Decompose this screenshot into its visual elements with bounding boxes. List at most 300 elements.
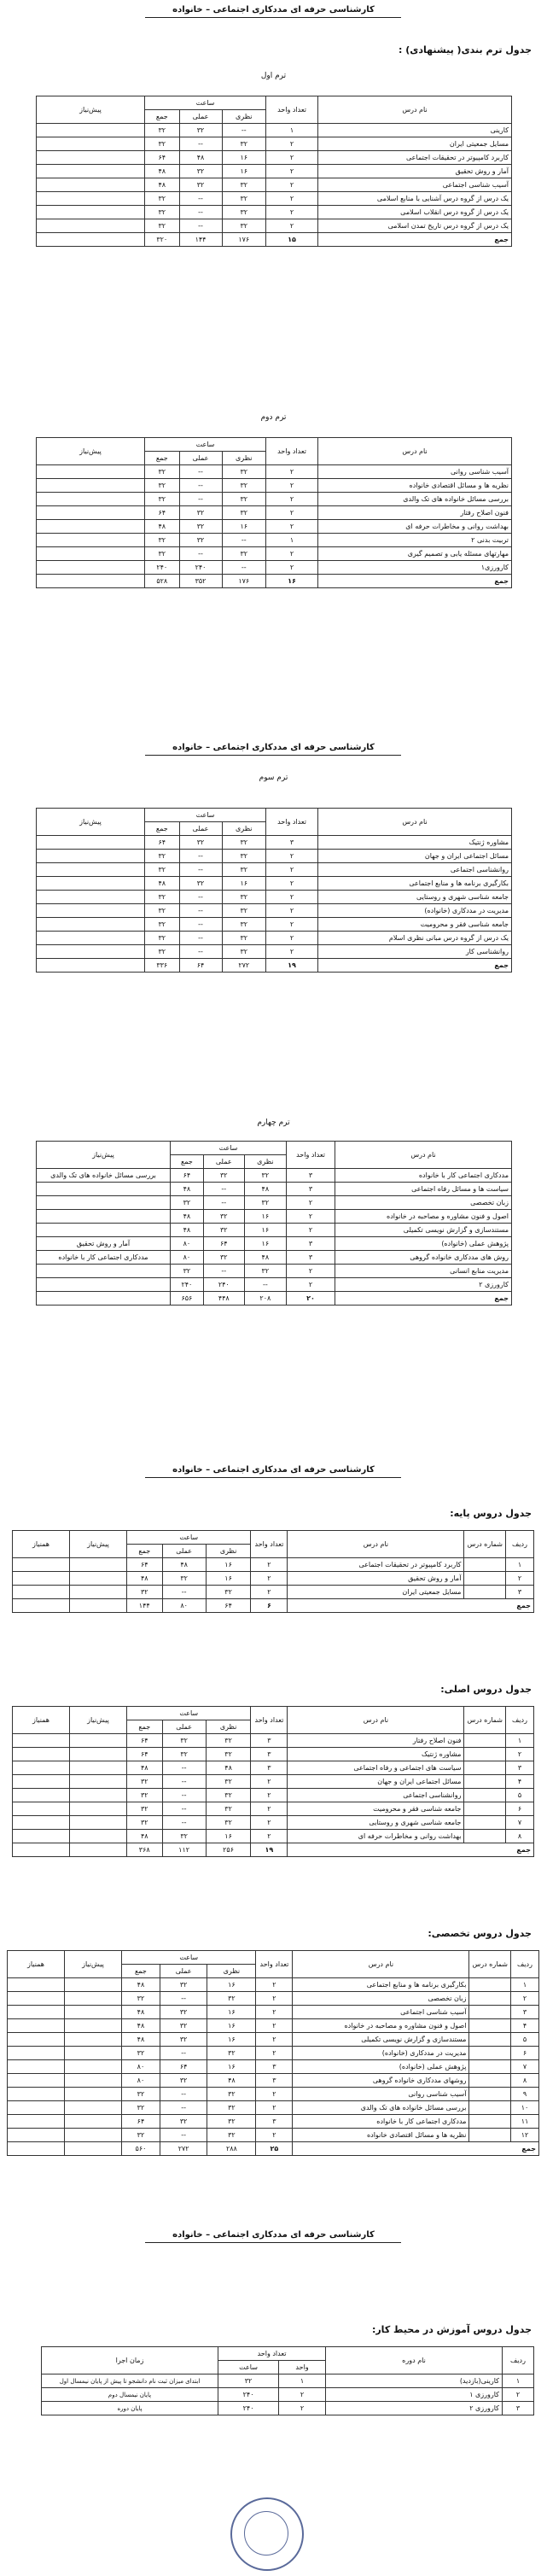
col-code: شماره درس (469, 1951, 511, 1978)
basic-table (12, 1530, 534, 1613)
total-prereq (65, 2142, 122, 2156)
col-units: تعداد واحد (218, 2347, 326, 2361)
course-time: پایان دوره (42, 2402, 218, 2415)
total-label: جمع (293, 2142, 539, 2156)
course-practical: ۳۲ (179, 506, 222, 520)
table-row (37, 534, 512, 547)
table-row (37, 1265, 512, 1278)
course-name: آمار و روش تحقیق (318, 165, 512, 178)
course-practical: ۶۴ (160, 2060, 207, 2074)
course-prereq: مددکاری اجتماعی کار با خانواده (37, 1251, 171, 1265)
course-code (469, 2019, 511, 2033)
course-prereq (37, 891, 145, 904)
col-practical: عملی (179, 452, 222, 465)
total-sum: ۵۲۸ (145, 575, 180, 588)
total-sum: ۳۶۸ (127, 1843, 163, 1857)
col-theory: نظری (222, 452, 265, 465)
col-coreq: همنیاز (13, 1707, 70, 1734)
course-units: ۳ (287, 1251, 335, 1265)
course-theory: ۴۸ (244, 1251, 286, 1265)
total-label: جمع (318, 233, 512, 247)
course-practical: -- (179, 493, 222, 506)
course-theory: ۱۶ (207, 2006, 256, 2019)
course-units: ۲ (266, 465, 318, 479)
course-practical: ۳۲ (162, 1748, 206, 1761)
col-theory: نظری (207, 1965, 256, 1978)
col-name: نام درس (318, 809, 512, 836)
course-prereq: بررسی مسائل خانواده های تک والدی (37, 1169, 171, 1183)
total-theory: ۲۸۸ (207, 2142, 256, 2156)
course-theory: ۳۲ (222, 493, 265, 506)
table-row (37, 1278, 512, 1292)
course-prereq (37, 520, 145, 534)
course-hours: ۳۲ (218, 2374, 279, 2388)
special-title: جدول دروس تخصصی: (428, 1928, 532, 1939)
table-row (13, 1748, 534, 1761)
table-row (13, 1586, 534, 1599)
course-units: ۲ (251, 1802, 288, 1816)
course-theory: ۱۶ (207, 1978, 256, 1992)
course-prereq (37, 547, 145, 561)
course-units: ۳ (287, 1169, 335, 1183)
course-name: مسایل جمعیتی ایران (318, 137, 512, 151)
course-sum: ۳۲ (145, 137, 180, 151)
course-prereq (37, 561, 145, 575)
col-units: تعداد واحد (266, 809, 318, 836)
course-practical: ۳۲ (160, 1978, 207, 1992)
course-sum: ۴۸ (171, 1224, 204, 1237)
course-practical: ۳۲ (160, 2115, 207, 2129)
course-sum: ۳۲ (122, 2088, 160, 2101)
course-practical: -- (179, 945, 222, 959)
course-prereq (37, 165, 145, 178)
course-prereq (65, 2047, 122, 2060)
row-number: ۷ (511, 2060, 539, 2074)
course-practical: -- (160, 2088, 207, 2101)
course-prereq (65, 2019, 122, 2033)
course-code (464, 1775, 506, 1789)
course-coreq (13, 1816, 70, 1830)
course-code (469, 2129, 511, 2142)
course-name: مشاوره ژنتیک (318, 836, 512, 850)
course-name: بهداشت روانی و مخاطرات حرفه ای (288, 1830, 464, 1843)
course-name: روشهای مددکاری خانواده گروهی (293, 2074, 469, 2088)
course-theory: ۳۲ (207, 2088, 256, 2101)
course-name: بکارگیری برنامه ها و منابع اجتماعی (318, 877, 512, 891)
course-sum: ۳۲ (145, 465, 180, 479)
course-sum: ۳۲ (122, 1992, 160, 2006)
table-row (37, 1224, 512, 1237)
table-row (42, 2388, 534, 2402)
col-sum: جمع (171, 1155, 204, 1169)
row-number: ۲ (511, 1992, 539, 2006)
course-units: ۲ (266, 904, 318, 918)
course-name: نظریه ها و مسائل اقتصادی خانواده (318, 479, 512, 493)
total-sum: ۵۶۰ (122, 2142, 160, 2156)
total-theory: ۱۷۶ (222, 575, 265, 588)
row-number: ۱ (506, 1734, 534, 1748)
course-units: ۲ (251, 1586, 288, 1599)
course-prereq (70, 1734, 127, 1748)
total-practical: ۲۷۲ (160, 2142, 207, 2156)
course-practical: ۳۲ (160, 2019, 207, 2033)
course-sum: ۳۲ (145, 918, 180, 932)
course-practical: -- (162, 1789, 206, 1802)
table-row (37, 891, 512, 904)
col-row: ردیف (506, 1531, 534, 1558)
course-practical: -- (179, 891, 222, 904)
total-practical: ۸۰ (162, 1599, 206, 1613)
col-prereq: پیش‌نیاز (65, 1951, 122, 1978)
col-hours: ساعت (145, 438, 266, 452)
course-coreq (8, 2115, 65, 2129)
col-coreq: همنیاز (13, 1531, 70, 1558)
row-number: ۶ (506, 1802, 534, 1816)
col-course: نام دوره (326, 2347, 503, 2374)
total-row (8, 2142, 539, 2156)
table-row (8, 2047, 539, 2060)
course-code (469, 2074, 511, 2088)
course-units: ۲ (266, 520, 318, 534)
course-prereq (37, 904, 145, 918)
course-code (464, 1789, 506, 1802)
header-underline (145, 1477, 401, 1478)
course-units: ۲ (266, 891, 318, 904)
table-row (37, 493, 512, 506)
course-sum: ۴۸ (171, 1210, 204, 1224)
course-theory: ۱۶ (244, 1224, 286, 1237)
course-practical: ۳۲ (179, 534, 222, 547)
row-number: ۳ (506, 1586, 534, 1599)
row-number: ۱ (511, 1978, 539, 1992)
course-code (469, 1992, 511, 2006)
col-practical: عملی (179, 110, 222, 124)
row-number: ۳ (506, 1761, 534, 1775)
total-units: ۱۹ (251, 1843, 288, 1857)
course-name: کاربرد کامپیوتر در تحقیقات اجتماعی (288, 1558, 464, 1572)
course-prereq (65, 2129, 122, 2142)
course-prereq (37, 932, 145, 945)
course-prereq (65, 2033, 122, 2047)
course-theory: ۳۲ (222, 206, 265, 219)
course-prereq (37, 1265, 171, 1278)
course-code (469, 2060, 511, 2074)
course-practical: -- (162, 1775, 206, 1789)
course-name: مستندسازی و گزارش نویسی تکمیلی (335, 1224, 512, 1237)
table-row (8, 2019, 539, 2033)
course-units: ۲ (266, 877, 318, 891)
course-practical: -- (162, 1761, 206, 1775)
row-number: ۸ (511, 2074, 539, 2088)
course-theory: -- (244, 1278, 286, 1292)
table-row (13, 1761, 534, 1775)
header-underline (145, 17, 401, 18)
course-name: مددکاری اجتماعی کار با خانواده (335, 1169, 512, 1183)
course-units: ۲ (287, 1278, 335, 1292)
course-sum: ۳۲ (145, 124, 180, 137)
total-row (37, 233, 512, 247)
table-row (37, 1196, 512, 1210)
course-theory: ۳۲ (222, 178, 265, 192)
course-units: ۲ (266, 192, 318, 206)
course-coreq (13, 1830, 70, 1843)
course-theory: ۳۲ (222, 945, 265, 959)
col-prereq: پیش‌نیاز (37, 96, 145, 124)
term2-title: ترم دوم (260, 413, 287, 422)
course-prereq (37, 506, 145, 520)
course-sum: ۶۴ (171, 1169, 204, 1183)
course-units: ۳ (287, 1183, 335, 1196)
course-sum: ۳۲ (171, 1265, 204, 1278)
table-row (37, 192, 512, 206)
course-sum: ۳۲ (145, 850, 180, 863)
course-name: پژوهش عملی (خانواده) (335, 1237, 512, 1251)
course-name: یک درس از گروه درس تاریخ تمدن اسلامی (318, 219, 512, 233)
course-name: آسیب شناسی اجتماعی (318, 178, 512, 192)
course-theory: ۳۲ (244, 1196, 286, 1210)
course-practical: -- (179, 465, 222, 479)
term1-title: ترم اول (260, 72, 287, 80)
course-coreq (13, 1789, 70, 1802)
course-theory: ۴۸ (244, 1183, 286, 1196)
course-units: ۲ (266, 850, 318, 863)
seal-emblem-icon (244, 2511, 288, 2556)
course-units: ۲ (251, 1789, 288, 1802)
course-name: آمار و روش تحقیق (288, 1572, 464, 1586)
course-sum: ۴۸ (145, 877, 180, 891)
total-prereq (37, 1292, 171, 1306)
col-practical: عملی (162, 1545, 206, 1558)
table-row (37, 1183, 512, 1196)
course-prereq (37, 1224, 171, 1237)
course-code (469, 2088, 511, 2101)
total-row (13, 1599, 534, 1613)
course-name: مسائل اجتماعی ایران و جهان (288, 1775, 464, 1789)
internship-table (41, 2346, 534, 2415)
course-coreq (13, 1802, 70, 1816)
table-row (42, 2402, 534, 2415)
total-practical: ۱۱۲ (162, 1843, 206, 1857)
total-units: ۱۶ (266, 575, 318, 588)
course-coreq (8, 2074, 65, 2088)
course-prereq (37, 124, 145, 137)
course-theory: -- (222, 124, 265, 137)
main-table (12, 1706, 534, 1857)
term2-table (36, 437, 512, 588)
total-theory: ۶۴ (206, 1599, 251, 1613)
col-name: نام درس (318, 438, 512, 465)
course-units: ۲ (287, 1224, 335, 1237)
row-number: ۳ (511, 2006, 539, 2019)
row-number: ۶ (511, 2047, 539, 2060)
course-code (464, 1802, 506, 1816)
total-label: جمع (335, 1292, 512, 1306)
total-practical: ۶۴ (179, 959, 222, 973)
course-sum: ۶۴ (127, 1734, 163, 1748)
course-prereq (70, 1816, 127, 1830)
col-units: تعداد واحد (266, 438, 318, 465)
course-name: سیاست ها و مسائل رفاه اجتماعی (335, 1183, 512, 1196)
table-row (37, 178, 512, 192)
course-prereq (70, 1586, 127, 1599)
row-number: ۷ (506, 1816, 534, 1830)
course-prereq (65, 2115, 122, 2129)
col-units: تعداد واحد (251, 1531, 288, 1558)
col-name: نام درس (293, 1951, 469, 1978)
course-name: تربیت بدنی ۲ (318, 534, 512, 547)
course-sum: ۴۸ (145, 520, 180, 534)
row-number: ۱ (506, 1558, 534, 1572)
course-theory: ۳۲ (222, 904, 265, 918)
course-name: یک درس از گروه درس مبانی نظری اسلام (318, 932, 512, 945)
course-practical: ۳۲ (179, 178, 222, 192)
table-row (37, 904, 512, 918)
col-hours: ساعت (122, 1951, 256, 1965)
col-hours: ساعت (145, 809, 266, 822)
col-row: ردیف (511, 1951, 539, 1978)
course-prereq (37, 1278, 171, 1292)
course-units: ۲ (256, 1992, 293, 2006)
course-sum: ۳۲ (171, 1196, 204, 1210)
course-sum: ۴۸ (171, 1183, 204, 1196)
course-prereq (70, 1775, 127, 1789)
course-units: ۳ (287, 1237, 335, 1251)
table-row (37, 479, 512, 493)
course-code (464, 1734, 506, 1748)
course-practical: -- (160, 2101, 207, 2115)
course-prereq (37, 850, 145, 863)
course-theory: ۱۶ (222, 520, 265, 534)
table-row (37, 945, 512, 959)
header-title-4: کارشناسی حرفه ای مددکاری اجتماعی – خانواده (172, 2230, 375, 2240)
course-units: ۲ (256, 2088, 293, 2101)
course-theory: ۱۶ (207, 2060, 256, 2074)
table-row (37, 1210, 512, 1224)
table-row (8, 2033, 539, 2047)
term3-title: ترم سوم (259, 774, 288, 782)
col-theory: نظری (244, 1155, 286, 1169)
col-sum: جمع (127, 1545, 163, 1558)
course-practical: ۲۴۰ (179, 561, 222, 575)
course-theory: ۳۲ (222, 479, 265, 493)
col-hours: ساعت (127, 1707, 251, 1720)
table-row (37, 1237, 512, 1251)
term3-table (36, 808, 512, 973)
total-label: جمع (318, 575, 512, 588)
course-sum: ۴۸ (122, 2019, 160, 2033)
course-name: فنون اصلاح رفتار (318, 506, 512, 520)
course-theory: ۳۲ (222, 465, 265, 479)
course-sum: ۲۴۰ (145, 561, 180, 575)
course-name: مهارتهای مسئله یابی و تصمیم گیری (318, 547, 512, 561)
course-prereq (37, 206, 145, 219)
course-prereq (37, 877, 145, 891)
table-row (8, 2115, 539, 2129)
course-units: ۲ (266, 547, 318, 561)
course-sum: ۳۲ (145, 932, 180, 945)
total-theory: ۱۷۶ (222, 233, 265, 247)
header-title-2: کارشناسی حرفه ای مددکاری اجتماعی – خانواده (172, 743, 375, 752)
course-prereq (65, 2088, 122, 2101)
course-units: ۲ (266, 932, 318, 945)
course-prereq (37, 1183, 171, 1196)
course-theory: ۱۶ (244, 1237, 286, 1251)
course-sum: ۸۰ (122, 2060, 160, 2074)
course-theory: ۳۲ (222, 506, 265, 520)
course-name: کارورزی ۲ (335, 1278, 512, 1292)
course-practical: -- (203, 1265, 244, 1278)
col-name: نام درس (318, 96, 512, 124)
table-row (37, 1169, 512, 1183)
course-practical: -- (179, 192, 222, 206)
course-sum: ۴۸ (127, 1761, 163, 1775)
course-theory: ۳۲ (206, 1734, 251, 1748)
table-row (8, 2088, 539, 2101)
course-time: ابتدای میزان ثبت نام دانشجو تا پیش از پایان نیمسال اول (42, 2374, 218, 2388)
total-sum: ۳۲۰ (145, 233, 180, 247)
course-units: ۲ (266, 863, 318, 877)
course-name: آسیب شناسی روانی (293, 2088, 469, 2101)
table-row (37, 465, 512, 479)
course-theory: ۱۶ (222, 151, 265, 165)
course-code (464, 1748, 506, 1761)
row-number: ۵ (506, 1789, 534, 1802)
course-code (464, 1816, 506, 1830)
table-row (13, 1816, 534, 1830)
course-name: مدیریت منابع انسانی (335, 1265, 512, 1278)
course-units: ۲ (256, 2033, 293, 2047)
course-sum: ۳۲ (127, 1775, 163, 1789)
col-prereq: پیش‌نیاز (70, 1707, 127, 1734)
total-sum: ۱۴۴ (127, 1599, 163, 1613)
course-units: ۳ (256, 2115, 293, 2129)
course-units: ۲ (256, 2101, 293, 2115)
course-name: روش های مددکاری خانواده گروهی (335, 1251, 512, 1265)
course-units: ۲ (266, 151, 318, 165)
course-theory: ۳۲ (207, 2129, 256, 2142)
course-units: ۱ (279, 2374, 326, 2388)
course-name: کارورزی ۱ (326, 2388, 503, 2402)
table-row (13, 1558, 534, 1572)
course-prereq (70, 1830, 127, 1843)
course-practical: ۳۲ (160, 2033, 207, 2047)
course-units: ۲ (266, 165, 318, 178)
col-practical: عملی (203, 1155, 244, 1169)
course-sum: ۳۲ (127, 1789, 163, 1802)
course-units: ۲ (279, 2388, 326, 2402)
col-name: نام درس (288, 1531, 464, 1558)
row-number: ۱۱ (511, 2115, 539, 2129)
table-row (37, 863, 512, 877)
course-units: ۲ (287, 1210, 335, 1224)
row-number: ۱۰ (511, 2101, 539, 2115)
table-row (37, 124, 512, 137)
course-practical: ۳۲ (203, 1169, 244, 1183)
course-practical: ۳۲ (179, 124, 222, 137)
col-hours: ساعت (171, 1142, 287, 1155)
col-code: شماره درس (464, 1531, 506, 1558)
row-number: ۴ (511, 2019, 539, 2033)
col-theory: نظری (222, 822, 265, 836)
course-practical: ۳۲ (162, 1734, 206, 1748)
course-practical: -- (179, 904, 222, 918)
course-units: ۲ (256, 2047, 293, 2060)
table-row (37, 151, 512, 165)
course-prereq (70, 1789, 127, 1802)
course-sum: ۶۴ (145, 836, 180, 850)
course-practical: ۳۲ (160, 2006, 207, 2019)
course-practical: ۳۲ (179, 877, 222, 891)
